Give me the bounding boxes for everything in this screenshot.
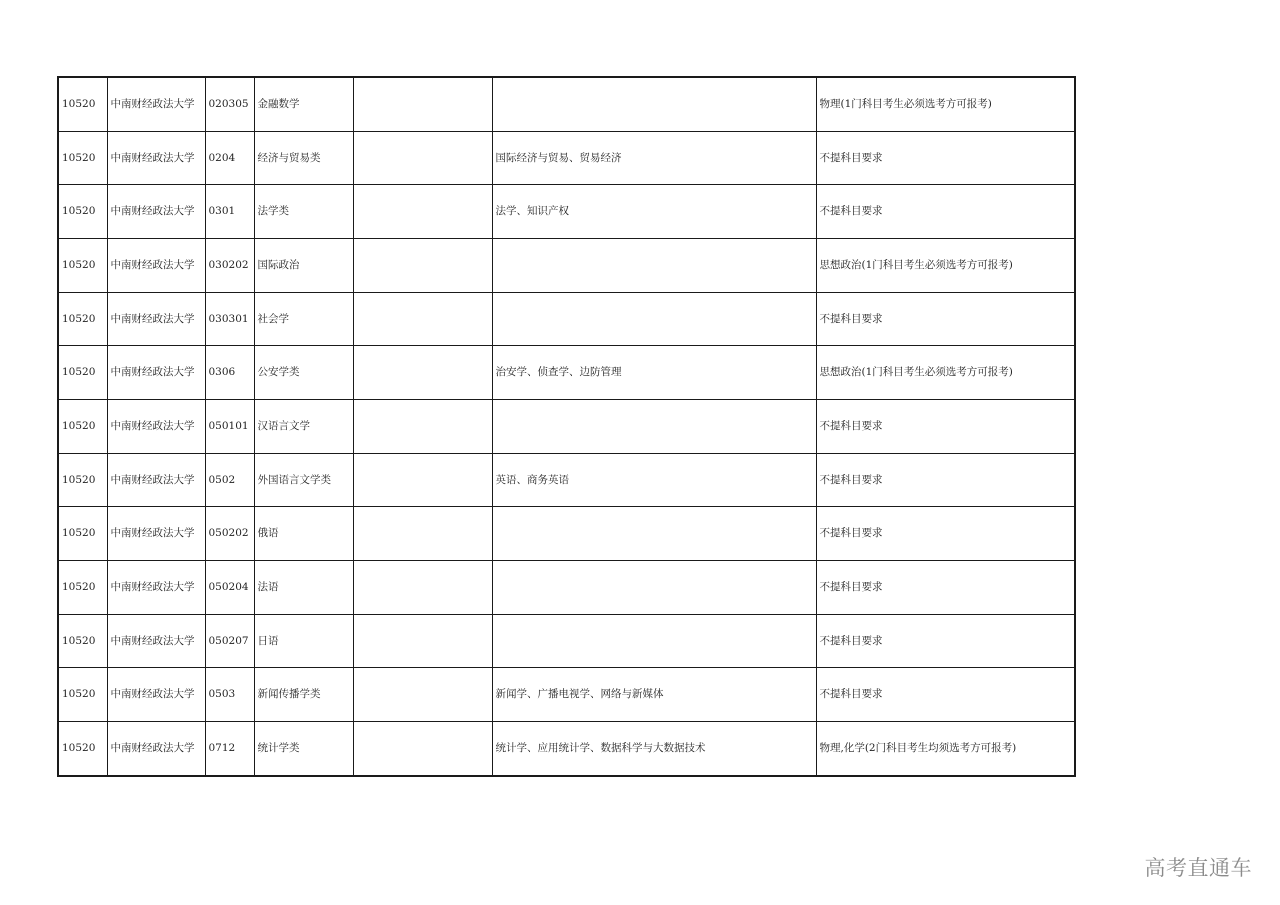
empty-cell — [353, 399, 492, 453]
table-body — [58, 77, 1075, 776]
school-code-cell: 10520 — [58, 722, 107, 776]
major-name-cell: 俄语 — [254, 507, 353, 561]
school-name-cell: 中南财经政法大学 — [107, 77, 205, 131]
school-name-cell: 中南财经政法大学 — [107, 561, 205, 615]
school-code-cell: 10520 — [58, 292, 107, 346]
school-name-cell: 中南财经政法大学 — [107, 399, 205, 453]
subject-requirement-cell: 不提科目要求 — [816, 507, 1075, 561]
empty-cell — [353, 507, 492, 561]
subject-requirement-cell: 不提科目要求 — [816, 561, 1075, 615]
table-row — [58, 668, 1075, 722]
major-name-cell: 法学类 — [254, 185, 353, 239]
subject-requirement-cell: 不提科目要求 — [816, 131, 1075, 185]
table-row — [58, 77, 1075, 131]
table-row — [58, 131, 1075, 185]
school-name-cell: 中南财经政法大学 — [107, 668, 205, 722]
major-code-cell: 0503 — [205, 668, 254, 722]
included-majors-cell: 法学、知识产权 — [492, 185, 816, 239]
empty-cell — [353, 668, 492, 722]
subject-requirement-cell: 不提科目要求 — [816, 614, 1075, 668]
school-code-cell: 10520 — [58, 346, 107, 400]
school-name-cell: 中南财经政法大学 — [107, 614, 205, 668]
major-name-cell: 社会学 — [254, 292, 353, 346]
school-code-cell: 10520 — [58, 668, 107, 722]
major-name-cell: 新闻传播学类 — [254, 668, 353, 722]
major-name-cell: 国际政治 — [254, 238, 353, 292]
subject-requirement-cell: 不提科目要求 — [816, 399, 1075, 453]
major-code-cell: 020305 — [205, 77, 254, 131]
major-name-cell: 日语 — [254, 614, 353, 668]
table-row — [58, 399, 1075, 453]
major-code-cell: 050207 — [205, 614, 254, 668]
subject-requirement-cell: 不提科目要求 — [816, 292, 1075, 346]
school-code-cell: 10520 — [58, 185, 107, 239]
empty-cell — [353, 185, 492, 239]
school-name-cell: 中南财经政法大学 — [107, 238, 205, 292]
major-name-cell: 经济与贸易类 — [254, 131, 353, 185]
empty-cell — [353, 453, 492, 507]
major-code-cell: 050101 — [205, 399, 254, 453]
school-name-cell: 中南财经政法大学 — [107, 131, 205, 185]
table-row — [58, 238, 1075, 292]
subject-requirement-cell: 物理(1门科目考生必须选考方可报考) — [816, 77, 1075, 131]
empty-cell — [353, 614, 492, 668]
included-majors-cell — [492, 77, 816, 131]
school-name-cell: 中南财经政法大学 — [107, 185, 205, 239]
school-code-cell: 10520 — [58, 77, 107, 131]
major-code-cell: 0306 — [205, 346, 254, 400]
empty-cell — [353, 722, 492, 776]
major-code-cell: 050204 — [205, 561, 254, 615]
included-majors-cell: 国际经济与贸易、贸易经济 — [492, 131, 816, 185]
table-row — [58, 722, 1075, 776]
included-majors-cell: 统计学、应用统计学、数据科学与大数据技术 — [492, 722, 816, 776]
included-majors-cell — [492, 292, 816, 346]
empty-cell — [353, 77, 492, 131]
major-code-cell: 0502 — [205, 453, 254, 507]
subject-requirement-cell: 不提科目要求 — [816, 453, 1075, 507]
subject-requirement-cell: 不提科目要求 — [816, 185, 1075, 239]
major-code-cell: 0712 — [205, 722, 254, 776]
table-row — [58, 346, 1075, 400]
major-name-cell: 汉语言文学 — [254, 399, 353, 453]
subject-requirement-cell: 思想政治(1门科目考生必须选考方可报考) — [816, 346, 1075, 400]
school-code-cell: 10520 — [58, 131, 107, 185]
school-name-cell: 中南财经政法大学 — [107, 507, 205, 561]
major-name-cell: 外国语言文学类 — [254, 453, 353, 507]
school-code-cell: 10520 — [58, 453, 107, 507]
included-majors-cell — [492, 614, 816, 668]
empty-cell — [353, 238, 492, 292]
empty-cell — [353, 561, 492, 615]
major-name-cell: 法语 — [254, 561, 353, 615]
table-row — [58, 292, 1075, 346]
subject-requirement-cell: 思想政治(1门科目考生必须选考方可报考) — [816, 238, 1075, 292]
school-code-cell: 10520 — [58, 507, 107, 561]
table-row — [58, 561, 1075, 615]
school-name-cell: 中南财经政法大学 — [107, 722, 205, 776]
table-row — [58, 185, 1075, 239]
major-code-cell: 030202 — [205, 238, 254, 292]
school-code-cell: 10520 — [58, 399, 107, 453]
major-code-cell: 050202 — [205, 507, 254, 561]
major-name-cell: 公安学类 — [254, 346, 353, 400]
empty-cell — [353, 346, 492, 400]
empty-cell — [353, 292, 492, 346]
school-name-cell: 中南财经政法大学 — [107, 453, 205, 507]
requirements-table — [57, 76, 1076, 777]
major-code-cell: 0301 — [205, 185, 254, 239]
subject-requirement-cell: 不提科目要求 — [816, 668, 1075, 722]
table-row — [58, 453, 1075, 507]
included-majors-cell — [492, 399, 816, 453]
empty-cell — [353, 131, 492, 185]
table-row — [58, 507, 1075, 561]
school-code-cell: 10520 — [58, 238, 107, 292]
included-majors-cell — [492, 238, 816, 292]
major-code-cell: 0204 — [205, 131, 254, 185]
major-name-cell: 金融数学 — [254, 77, 353, 131]
watermark-text: 高考直通车 — [1144, 856, 1252, 880]
school-name-cell: 中南财经政法大学 — [107, 346, 205, 400]
school-name-cell: 中南财经政法大学 — [107, 292, 205, 346]
included-majors-cell: 治安学、侦查学、边防管理 — [492, 346, 816, 400]
school-code-cell: 10520 — [58, 614, 107, 668]
included-majors-cell: 英语、商务英语 — [492, 453, 816, 507]
included-majors-cell — [492, 507, 816, 561]
school-code-cell: 10520 — [58, 561, 107, 615]
subject-requirement-cell: 物理,化学(2门科目考生均须选考方可报考) — [816, 722, 1075, 776]
major-code-cell: 030301 — [205, 292, 254, 346]
included-majors-cell — [492, 561, 816, 615]
table-row — [58, 614, 1075, 668]
included-majors-cell: 新闻学、广播电视学、网络与新媒体 — [492, 668, 816, 722]
major-name-cell: 统计学类 — [254, 722, 353, 776]
